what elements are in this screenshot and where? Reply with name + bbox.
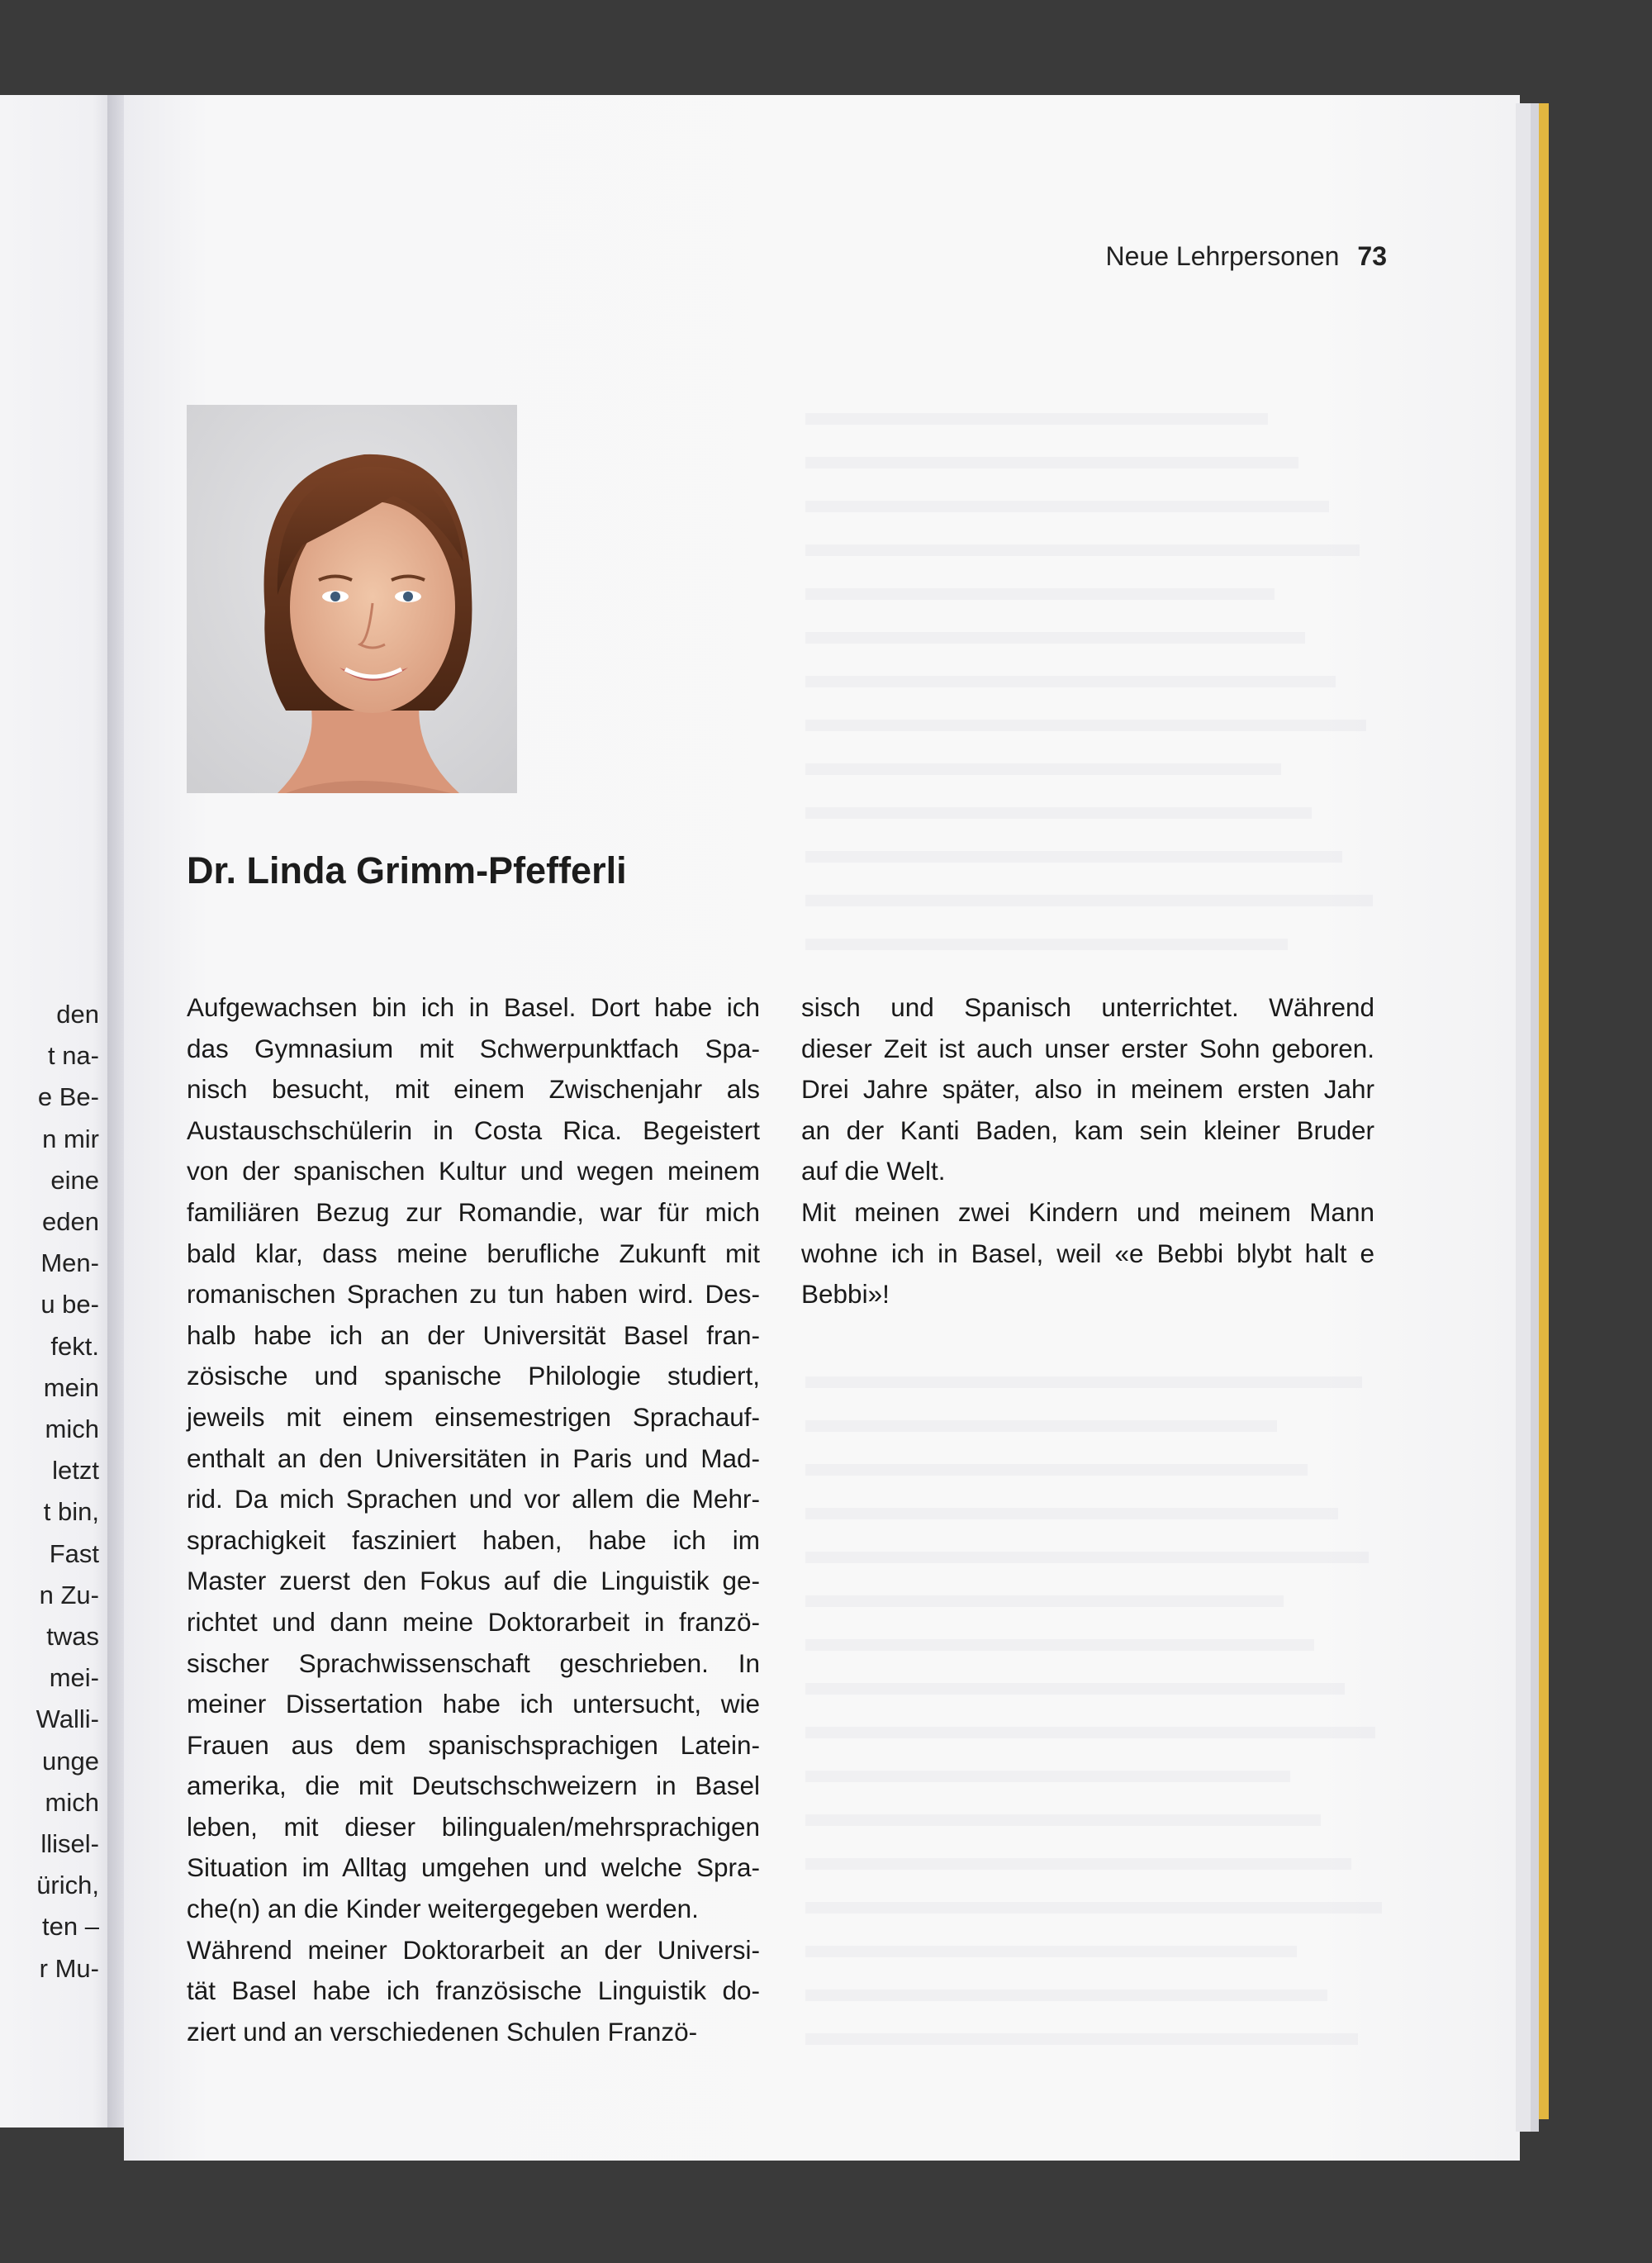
text-line: Austauschschülerin in Costa Rica. Begeistert: [187, 1115, 760, 1145]
text-line: Situation im Alltag umgehen und welche Spra-: [187, 1852, 760, 1883]
show-through-line: [805, 1595, 1284, 1607]
text-line: zösische und spanische Philologie studiert,: [187, 1361, 760, 1391]
page-number: 73: [1357, 241, 1387, 271]
show-through-line: [805, 632, 1305, 644]
show-through-line: [805, 1946, 1297, 1957]
text-line: auf die Welt.: [801, 1156, 946, 1186]
show-through-line: [805, 1902, 1382, 1914]
show-through-line: [805, 851, 1342, 863]
show-through-line: [805, 413, 1268, 425]
text-line: Drei Jahre später, also in meinem ersten Jahr: [801, 1074, 1374, 1105]
show-through-line: [805, 1464, 1308, 1476]
show-through-line: [805, 939, 1288, 950]
text-line: Aufgewachsen bin ich in Basel. Dort habe ich: [187, 992, 760, 1022]
facing-page-text-fragment: twas: [46, 1622, 99, 1651]
text-line: das Gymnasium mit Schwerpunktfach Spa-: [187, 1033, 760, 1063]
text-line: halb habe ich an der Universität Basel fran-: [187, 1319, 760, 1350]
running-head-section: Neue Lehrpersonen: [1105, 241, 1340, 271]
show-through-line: [805, 1814, 1321, 1826]
text-line: enthalt an den Universitäten in Paris und Mad-: [187, 1443, 760, 1473]
text-line: familiären Bezug zur Romandie, war für mich: [187, 1196, 760, 1227]
person-heading: Dr. Linda Grimm-Pfefferli: [187, 849, 627, 891]
facing-page-text-fragment: u be-: [40, 1290, 99, 1319]
text-line: dieser Zeit ist auch unser erster Sohn geboren.: [801, 1033, 1374, 1063]
body-column-left: [187, 987, 760, 2052]
show-through-line: [805, 807, 1312, 819]
page-edge: [1516, 103, 1531, 2132]
facing-page-text-fragment: letzt: [52, 1456, 99, 1486]
body-column-right: [801, 987, 1374, 1315]
facing-page-text-fragment: den: [56, 1000, 99, 1029]
page-edge-colored: [1539, 103, 1549, 2119]
text-line: sischer Sprachwissenschaft geschrieben. In: [187, 1647, 760, 1678]
text-line: Mit meinen zwei Kindern und meinem Mann: [801, 1196, 1374, 1227]
show-through-line: [805, 1552, 1369, 1563]
show-through-line: [805, 895, 1373, 906]
show-through-line: [805, 676, 1336, 687]
text-line: wohne ich in Basel, weil «e Bebbi blybt halt e: [801, 1238, 1374, 1268]
facing-page-text-fragment: n mir: [42, 1124, 99, 1153]
running-head: [1106, 241, 1387, 272]
text-line: tät Basel habe ich französische Linguistik do-: [187, 1975, 760, 2006]
text-line: sisch und Spanisch unterrichtet. Während: [801, 992, 1374, 1022]
show-through-line: [805, 1508, 1338, 1519]
show-through-line: [805, 1683, 1345, 1695]
facing-page-text-fragment: mein: [43, 1372, 99, 1402]
text-line: von der spanischen Kultur und wegen meinem: [187, 1156, 760, 1186]
text-line: Frauen aus dem spanischsprachigen Latein-: [187, 1729, 760, 1760]
text-line: rid. Da mich Sprachen und vor allem die Mehr-: [187, 1484, 760, 1514]
show-through-line: [805, 1376, 1362, 1388]
facing-page-text-fragment: eden: [42, 1207, 99, 1236]
text-line: jeweils mit einem einsemestrigen Sprachauf-: [187, 1401, 760, 1432]
facing-page-left: [0, 95, 116, 2128]
facing-page-text-fragment: t na-: [47, 1041, 99, 1071]
text-line: romanischen Sprachen zu tun haben wird. Des-: [187, 1279, 760, 1310]
text-line: an der Kanti Baden, kam sein kleiner Bruder: [801, 1115, 1374, 1145]
portrait-photo: [187, 405, 517, 793]
facing-page-text-fragment: llisel-: [40, 1829, 99, 1858]
show-through-line: [805, 1639, 1314, 1651]
show-through-line: [805, 588, 1275, 600]
facing-page-text-fragment: n Zu-: [39, 1580, 99, 1609]
facing-page-text-fragment: t bin,: [43, 1497, 99, 1527]
portrait-illustration: [187, 405, 517, 793]
facing-page-text-fragment: Men-: [40, 1248, 99, 1278]
show-through-line: [805, 1990, 1327, 2001]
text-line: leben, mit dieser bilingualen/mehrsprachigen: [187, 1811, 760, 1842]
facing-page-text-fragment: mei-: [49, 1663, 99, 1693]
text-line: nisch besucht, mit einem Zwischenjahr als: [187, 1074, 760, 1105]
show-through-line: [805, 763, 1281, 775]
facing-page-text-fragment: Fast: [49, 1538, 99, 1568]
text-line: meiner Dissertation habe ich untersucht, wie: [187, 1689, 760, 1719]
facing-page-text-fragment: fekt.: [50, 1331, 99, 1361]
facing-page-text-fragment: ten –: [42, 1912, 99, 1942]
text-line: Während meiner Doktorarbeit an der Universi-: [187, 1934, 760, 1965]
show-through-line: [805, 1771, 1290, 1782]
show-through-line: [805, 2033, 1358, 2045]
show-through-line: [805, 1858, 1351, 1870]
text-line: amerika, die mit Deutschschweizern in Basel: [187, 1771, 760, 1801]
facing-page-text-fragment: r Mu-: [39, 1953, 99, 1983]
show-through-line: [805, 501, 1329, 512]
text-line: Bebbi»!: [801, 1279, 890, 1310]
show-through-line: [805, 544, 1360, 556]
text-line: ziert und an verschiedenen Schulen Franzö-: [187, 2016, 698, 2047]
text-line: bald klar, dass meine berufliche Zukunft mit: [187, 1238, 760, 1268]
text-line: sprachigkeit fasziniert haben, habe ich im: [187, 1524, 760, 1555]
text-line: Master zuerst den Fokus auf die Linguistik ge-: [187, 1566, 760, 1596]
facing-page-text-fragment: Walli-: [36, 1704, 99, 1734]
facing-page-text-fragment: eine: [50, 1165, 99, 1195]
text-line: che(n) an die Kinder weitergegeben werden.: [187, 1894, 699, 1924]
show-through-line: [805, 457, 1298, 468]
facing-page-text-fragment: e Be-: [37, 1082, 99, 1112]
facing-page-text-fragment: mich: [45, 1787, 99, 1817]
text-line: richtet und dann meine Doktorarbeit in franzö-: [187, 1606, 760, 1637]
show-through-line: [805, 1727, 1375, 1738]
page-edge: [1531, 103, 1539, 2132]
facing-page-text-fragment: mich: [45, 1414, 99, 1443]
facing-page-text-fragment: unge: [42, 1746, 99, 1776]
show-through-line: [805, 1420, 1277, 1432]
show-through-line: [805, 720, 1366, 731]
facing-page-text-fragment: ürich,: [36, 1871, 99, 1900]
